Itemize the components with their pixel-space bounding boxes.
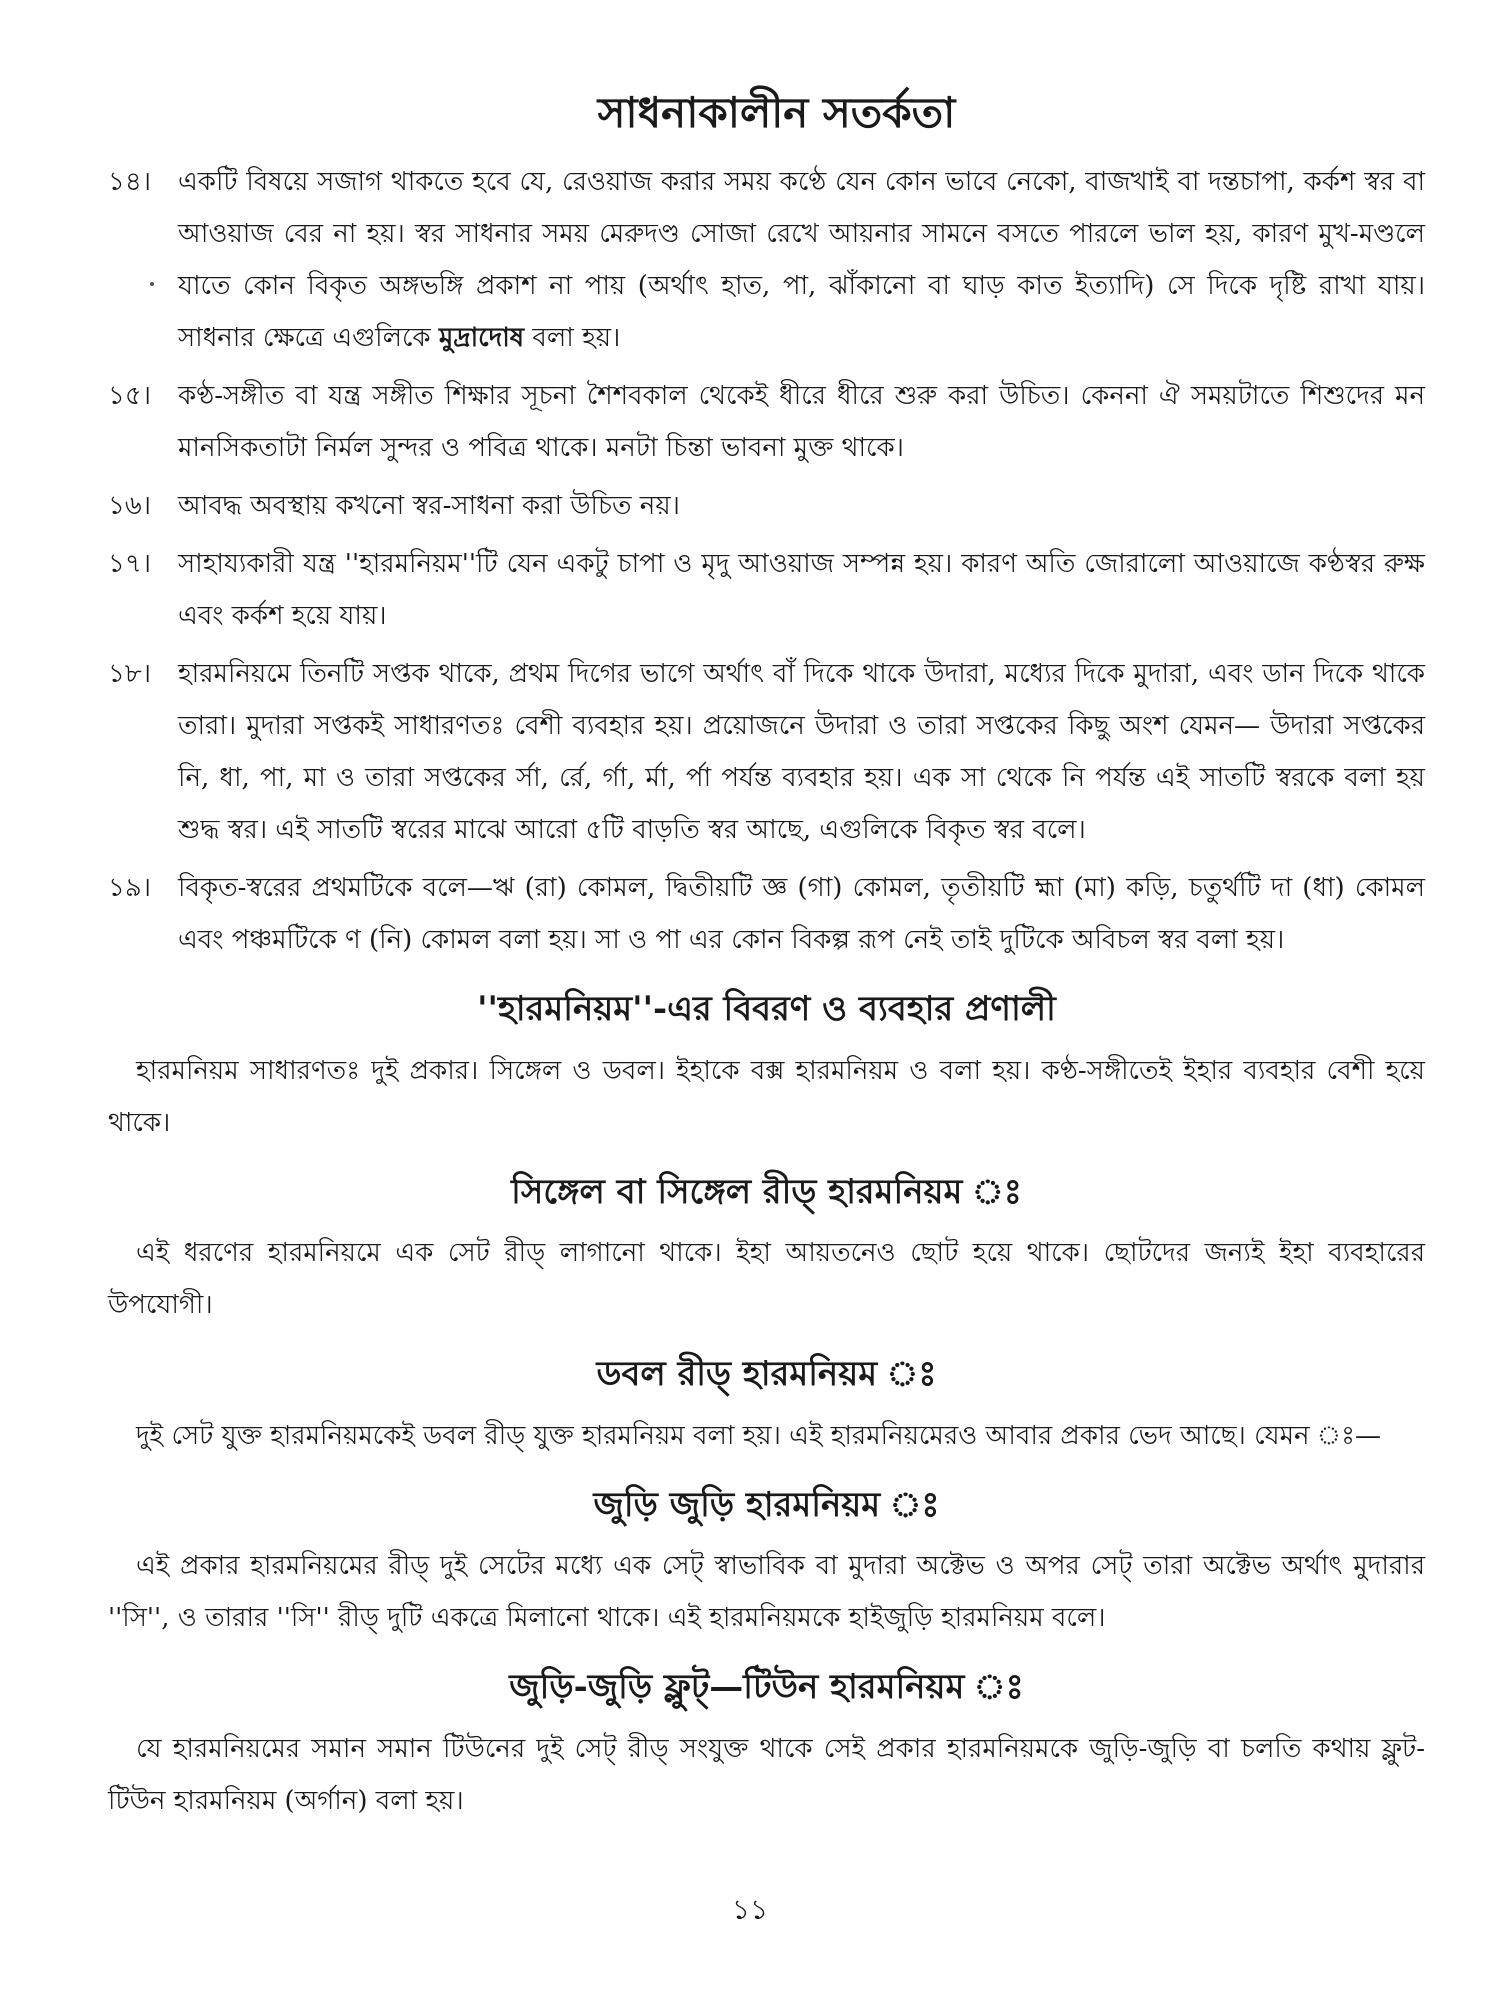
numbered-list [108, 156, 1425, 966]
item-text: বিকৃত-স্বরের প্রথমটিকে বলে—ঋ (রা) কোমল, দ্বিতীয়টি জ্ঞ (গা) কোমল, তৃতীয়টি হ্মা (মা) কড়ি, চতুর্থটি দা (ধা) কোমল এবং পঞ্চমটিকে ণ (নি) কোমল বলা হয়। সা ও পা এর কোন বিকল্প রূপ নেই তাই দুটিকে অবিচল স্বর বলা হয়। [178, 873, 1425, 956]
item-text: আবদ্ধ অবস্থায় কখনো স্বর-সাধনা করা উচিত নয়। [178, 491, 680, 522]
section-title: সাধনাকালীন সতর্কতা [597, 88, 956, 137]
single-reed-paragraph: এই ধরণের হারমনিয়মে এক সেট রীড্ লাগানো থাকে। ইহা আয়তনেও ছোট হয়ে থাকে। ছোটদের জন্যই ইহা ব্যবহারের উপযোগী। [108, 1238, 1425, 1321]
item-number: ১৭। [108, 549, 152, 580]
scan-speck [150, 282, 154, 286]
item-text [178, 156, 1425, 364]
item-text: কণ্ঠ-সঙ্গীত বা যন্ত্র সঙ্গীত শিক্ষার সূচনা শৈশবকাল থেকেই ধীরে ধীরে শুরু করা উচিত। কেননা ঐ সময়টাতে শিশুদের মন মানসিকতাটা নির্মল সুন্দর ও পবিত্র থাকে। মনটা চিন্তা ভাবনা মুক্ত থাকে। [178, 381, 1425, 464]
list-item [108, 370, 1425, 474]
item-text-part: একটি বিষয়ে সজাগ থাকতে হবে যে, রেওয়াজ করার সময় কণ্ঠে যেন কোন ভাবে নেকো, বাজখাই বা দন্তচাপা, কর্কশ স্বর বা আওয়াজ বের না হয়। স্বর সাধনার সময় মেরুদণ্ড সোজা রেখে আয়নার সামনে বসতে পারলে ভাল হয়, কারণ মুখ-মণ্ডলে যাতে কোন বিকৃত অঙ্গভঙ্গি প্রকাশ না পায় (অর্থাৎ হাত, পা, ঝাঁকানো বা ঘাড় কাত ইত্যাদি) সে দিকে দৃষ্টি রাখা যায়। সাধনার ক্ষেত্রে এগুলিকে [178, 167, 1425, 354]
list-item [108, 480, 1425, 532]
item-number: ১৯। [108, 873, 152, 904]
flute-tune-paragraph: যে হারমনিয়মের সমান সমান টিউনের দুই সেট্ রীড্ সংযুক্ত থাকে সেই প্রকার হারমনিয়মকে জুড়ি-জুড়ি বা চলতি কথায় ফ্লুট-টিউন হারমনিয়ম (অর্গান) বলা হয়। [108, 1733, 1425, 1816]
list-item [108, 538, 1425, 642]
item-number: ১৪। [108, 167, 152, 198]
list-item [108, 862, 1425, 966]
item-text: সাহায্যকারী যন্ত্র ''হারমনিয়ম''টি যেন একটু চাপা ও মৃদু আওয়াজ সম্পন্ন হয়। কারণ অতি জোরালো আওয়াজে কণ্ঠস্বর রুক্ষ এবং কর্কশ হয়ে যায়। [178, 549, 1425, 632]
single-reed-title: সিঙ্গেল বা সিঙ্গেল রীড্ হারমনিয়ম ঃ [511, 1171, 1022, 1212]
double-reed-title: ডবল রীড্ হারমনিয়ম ঃ [596, 1354, 937, 1395]
pair-harmonium-title: জুড়ি জুড়ি হারমনিয়ম ঃ [593, 1484, 940, 1525]
harmonium-section-title: ''হারমনিয়ম''-এর বিবরণ ও ব্যবহার প্রণালী [477, 989, 1056, 1030]
double-reed-paragraph: দুই সেট যুক্ত হারমনিয়মকেই ডবল রীড্ যুক্ত হারমনিয়ম বলা হয়। এই হারমনিয়মেরও আবার প্রকার ভেদ আছে। যেমন ঃ— [136, 1420, 1381, 1451]
item-number: ১৬। [108, 491, 152, 522]
item-number: ১৫। [108, 381, 152, 412]
item-text-part: বলা হয়। [532, 323, 621, 354]
item-number: ১৮। [108, 659, 152, 690]
harmonium-intro-paragraph: হারমনিয়ম সাধারণতঃ দুই প্রকার। সিঙ্গেল ও ডবল। ইহাকে বক্স হারমনিয়ম ও বলা হয়। কণ্ঠ-সঙ্গীতেই ইহার ব্যবহার বেশী হয়ে থাকে। [108, 1055, 1425, 1138]
item-text: হারমনিয়মে তিনটি সপ্তক থাকে, প্রথম দিগের ভাগে অর্থাৎ বাঁ দিকে থাকে উদারা, মধ্যের দিকে মুদারা, এবং ডান দিকে থাকে তারা। মুদারা সপ্তকই সাধারণতঃ বেশী ব্যবহার হয়। প্রয়োজনে উদারা ও তারা সপ্তকের কিছু অংশ যেমন— উদারা সপ্তকের নি, ধা, পা, মা ও তারা সপ্তকের র্সা, র্রে, র্গা, র্মা, র্পা পর্যন্ত ব্যবহার হয়। এক সা থেকে নি পর্যন্ত এই সাতটি স্বরকে বলা হয় শুদ্ধ স্বর। এই সাতটি স্বরের মাঝে আরো ৫টি বাড়তি স্বর আছে, এগুলিকে বিকৃত স্বর বলে। [178, 659, 1425, 846]
bold-term: মুদ্রাদোষ [438, 323, 525, 354]
list-item [108, 648, 1425, 856]
flute-tune-title: জুড়ি-জুড়ি ফ্লুট্—টিউন হারমনিয়ম ঃ [509, 1667, 1024, 1708]
page-number: ১১ [731, 1893, 769, 1926]
pair-harmonium-paragraph: এই প্রকার হারমনিয়মের রীড্ দুই সেটের মধ্যে এক সেট্ স্বাভাবিক বা মুদারা অক্টেভ ও অপর সেট্ তারা অক্টেভ অর্থাৎ মুদারার ''সি'', ও তারার ''সি'' রীড্ দুটি একত্রে মিলানো থাকে। এই হারমনিয়মকে হাইজুড়ি হারমনিয়ম বলে। [108, 1551, 1425, 1634]
list-item [108, 156, 1425, 364]
